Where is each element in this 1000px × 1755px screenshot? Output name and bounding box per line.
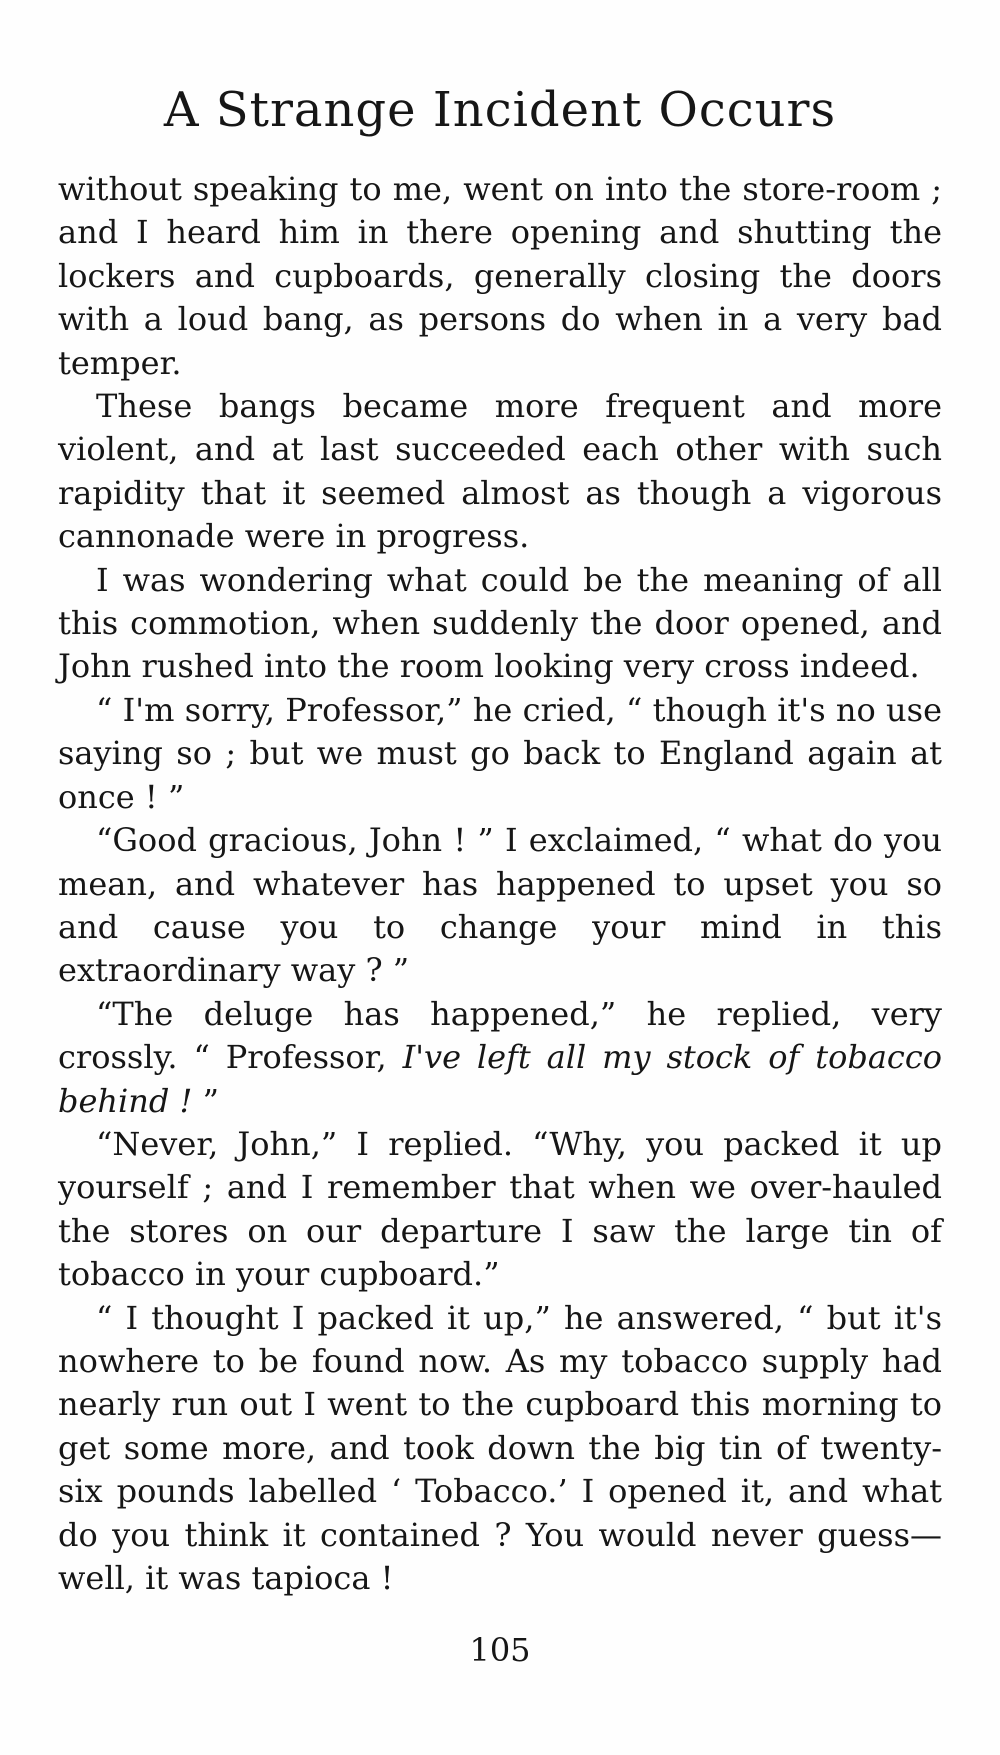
paragraph: “Good gracious, John ! ” I exclaimed, “ what do you mean, and whatever has happened to upset you so and cause you to change your mind in this extraordinary way ? ”	[58, 821, 942, 990]
paragraph: These bangs became more frequent and more violent, and at last succeeded each other with such rapidity that it seemed almost as though a vigorous cannonade were in progress.	[58, 387, 942, 556]
paragraph-with-italic	[58, 993, 942, 1123]
paragraph-text: “The deluge has happened,” he replied, very crossly. “ Professor,	[58, 994, 942, 1077]
paragraph: “ I'm sorry, Professor,” he cried, “ though it's no use saying so ; but we must go back to England again at once ! ”	[58, 690, 942, 816]
paragraph: “ I thought I packed it up,” he answered, “ but it's nowhere to be found now. As my tobacco supply had nearly run out I went to the cupboard this morning to get some more, and took down the big tin of twenty-six pounds labelled ‘ Tobacco.’ I opened it, and what do you think it contained ? You would never guess—well, it was tapioca !	[58, 1298, 942, 1597]
italic-phrase: I've left all my stock of tobacco behind !	[58, 1038, 943, 1120]
paragraph: “Never, John,” I replied. “Why, you packed it up yourself ; and I remember that when we over-hauled the stores on our departure I saw the large tin of tobacco in your cupboard.”	[58, 1124, 942, 1294]
paragraph: I was wondering what could be the meaning of all this commotion, when suddenly the door opened, and John rushed into the room looking very cross indeed.	[58, 560, 942, 686]
page-number: 105	[469, 1631, 531, 1669]
running-head: A Strange Incident Occurs	[163, 82, 837, 138]
body-text	[58, 168, 942, 1600]
paragraph-text: ”	[192, 1081, 219, 1120]
paragraph: without speaking to me, went on into the store-room ; and I heard him in there opening and shutting the lockers and cupboards, generally closing the doors with a loud bang, as persons do when in a very bad temper.	[58, 170, 942, 382]
